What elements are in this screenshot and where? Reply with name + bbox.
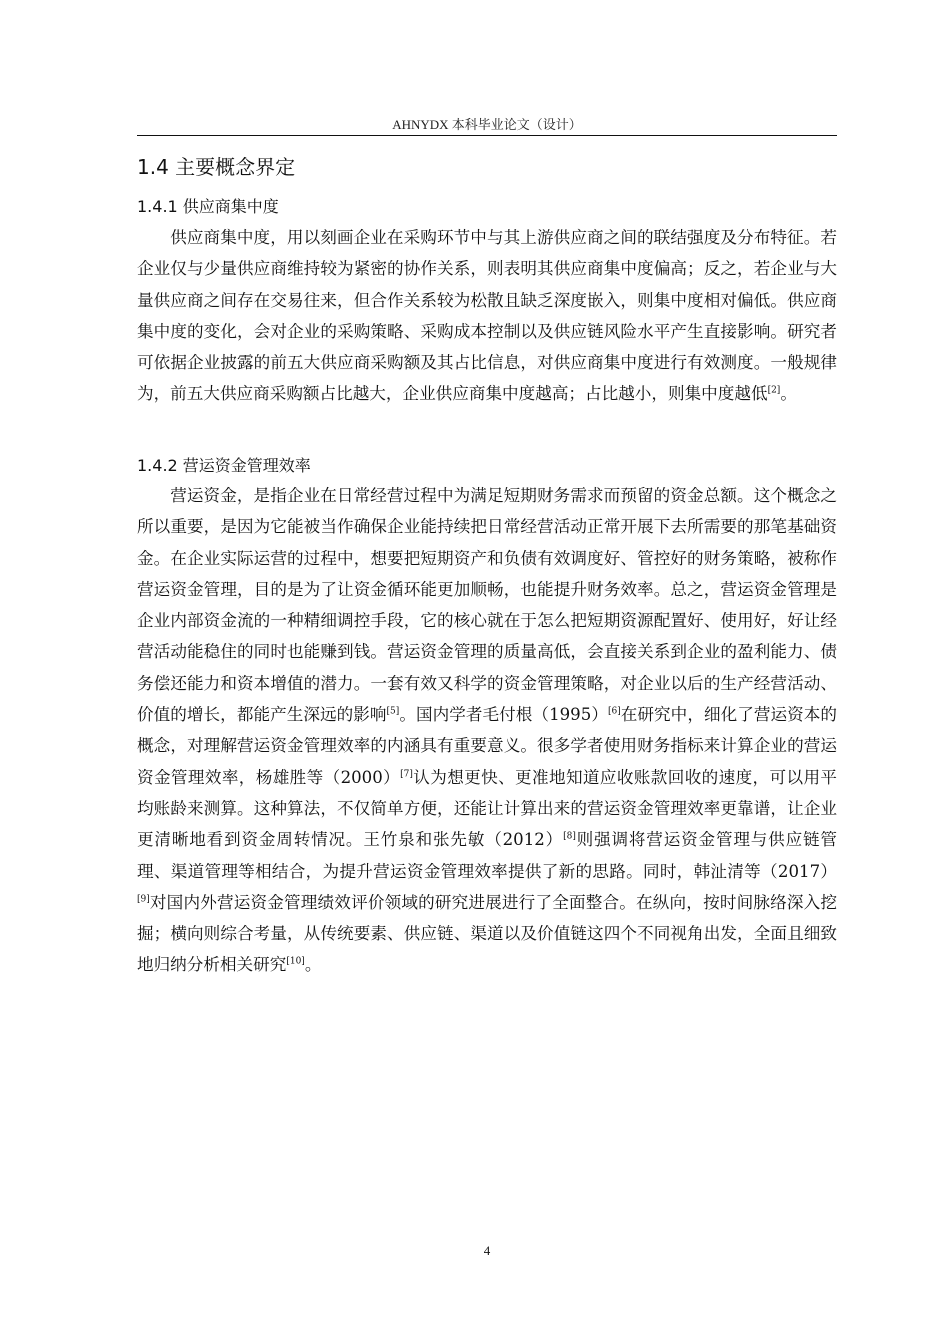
citation-ref: [7]	[400, 769, 413, 780]
text-run: 认为想更快、更准地知道应收账款回收的速度，可以用平均账龄来测算。这种算法，不仅简单方便，还能让计算出来的营运资金管理效率更靠谱，让企业更清晰地看到资金周转情况。王竹泉和张先敏（2012）	[137, 767, 837, 850]
citation-ref: [2]	[767, 385, 781, 396]
subsection-title-supplier-concentration: 1.4.1 供应商集中度	[137, 197, 279, 216]
text-run: 。国内学者毛付根（1995）	[399, 705, 608, 725]
subsection-title-working-capital: 1.4.2 营运资金管理效率	[137, 456, 311, 475]
paragraph-supplier-concentration	[137, 222, 837, 410]
section-title: 1.4 主要概念界定	[137, 155, 296, 179]
citation-ref: [10]	[286, 956, 305, 967]
text-run: 营运资金，是指企业在日常经营过程中为满足短期财务需求而预留的资金总额。这个概念之所以重要，是因为它能被当作确保企业能持续把日常经营活动正常开展下去所需要的那笔基础资金。在企业实际运营的过程中，想要把短期资产和负债有效调度好、管控好的财务策略，被称作营运资金管理，目的是为了让资金循环能更加顺畅，也能提升财务效率。总之，营运资金管理是企业内部资金流的一种精细调控手段，它的核心就在于怎么把短期资源配置好、使用好，好让经营活动能稳住的同时也能赚到钱。营运资金管理的质量高低，会直接关系到企业的盈利能力、债务偿还能力和资本增值的潜力。一套有效又科学的资金管理策略，对企业以后的生产经营活动、价值的增长，都能产生深远的影响	[137, 486, 837, 725]
citation-ref: [9]	[137, 894, 150, 905]
text-run: 在研究中，细化了营运资本的概念，对理解营运资金管理效率的内涵具有重要意义。很多学者使用财务指标来计算企业的营运资金管理效率，杨雄胜等（2000）	[137, 705, 838, 787]
running-header: AHNYDX 本科毕业论文（设计）	[392, 117, 582, 132]
text-run: 。	[780, 384, 797, 404]
text-run: 对国内外营运资金管理绩效评价领域的研究进展进行了全面整合。在纵向，按时间脉络深入挖掘；横向则综合考量，从传统要素、供应链、渠道以及价值链这四个不同视角出发，全面且细致地归纳分析相关研究	[137, 892, 837, 975]
paragraph-working-capital	[137, 480, 837, 981]
text-run: 则强调将营运资金管理与供应链管理、渠道管理等相结合，为提升营运资金管理效率提供了新的思路。同时，韩沚清等（2017）	[137, 830, 838, 881]
page-number: 4	[483, 1243, 491, 1258]
citation-ref: [5]	[386, 706, 400, 717]
header-rule	[137, 135, 837, 136]
text-run: 。	[304, 955, 322, 975]
text-run: 供应商集中度，用以刻画企业在采购环节中与其上游供应商之间的联结强度及分布特征。若企业仅与少量供应商维持较为紧密的协作关系，则表明其供应商集中度偏高；反之，若企业与大量供应商之间存在交易往来，但合作关系较为松散且缺乏深度嵌入，则集中度相对偏低。供应商集中度的变化，会对企业的采购策略、采购成本控制以及供应链风险水平产生直接影响。研究者可依据企业披露的前五大供应商采购额及其占比信息，对供应商集中度进行有效测度。一般规律为，前五大供应商采购额占比越大，企业供应商集中度越高；占比越小，则集中度越低	[137, 228, 837, 404]
citation-ref: [6]	[607, 706, 621, 717]
citation-ref: [8]	[563, 831, 576, 842]
